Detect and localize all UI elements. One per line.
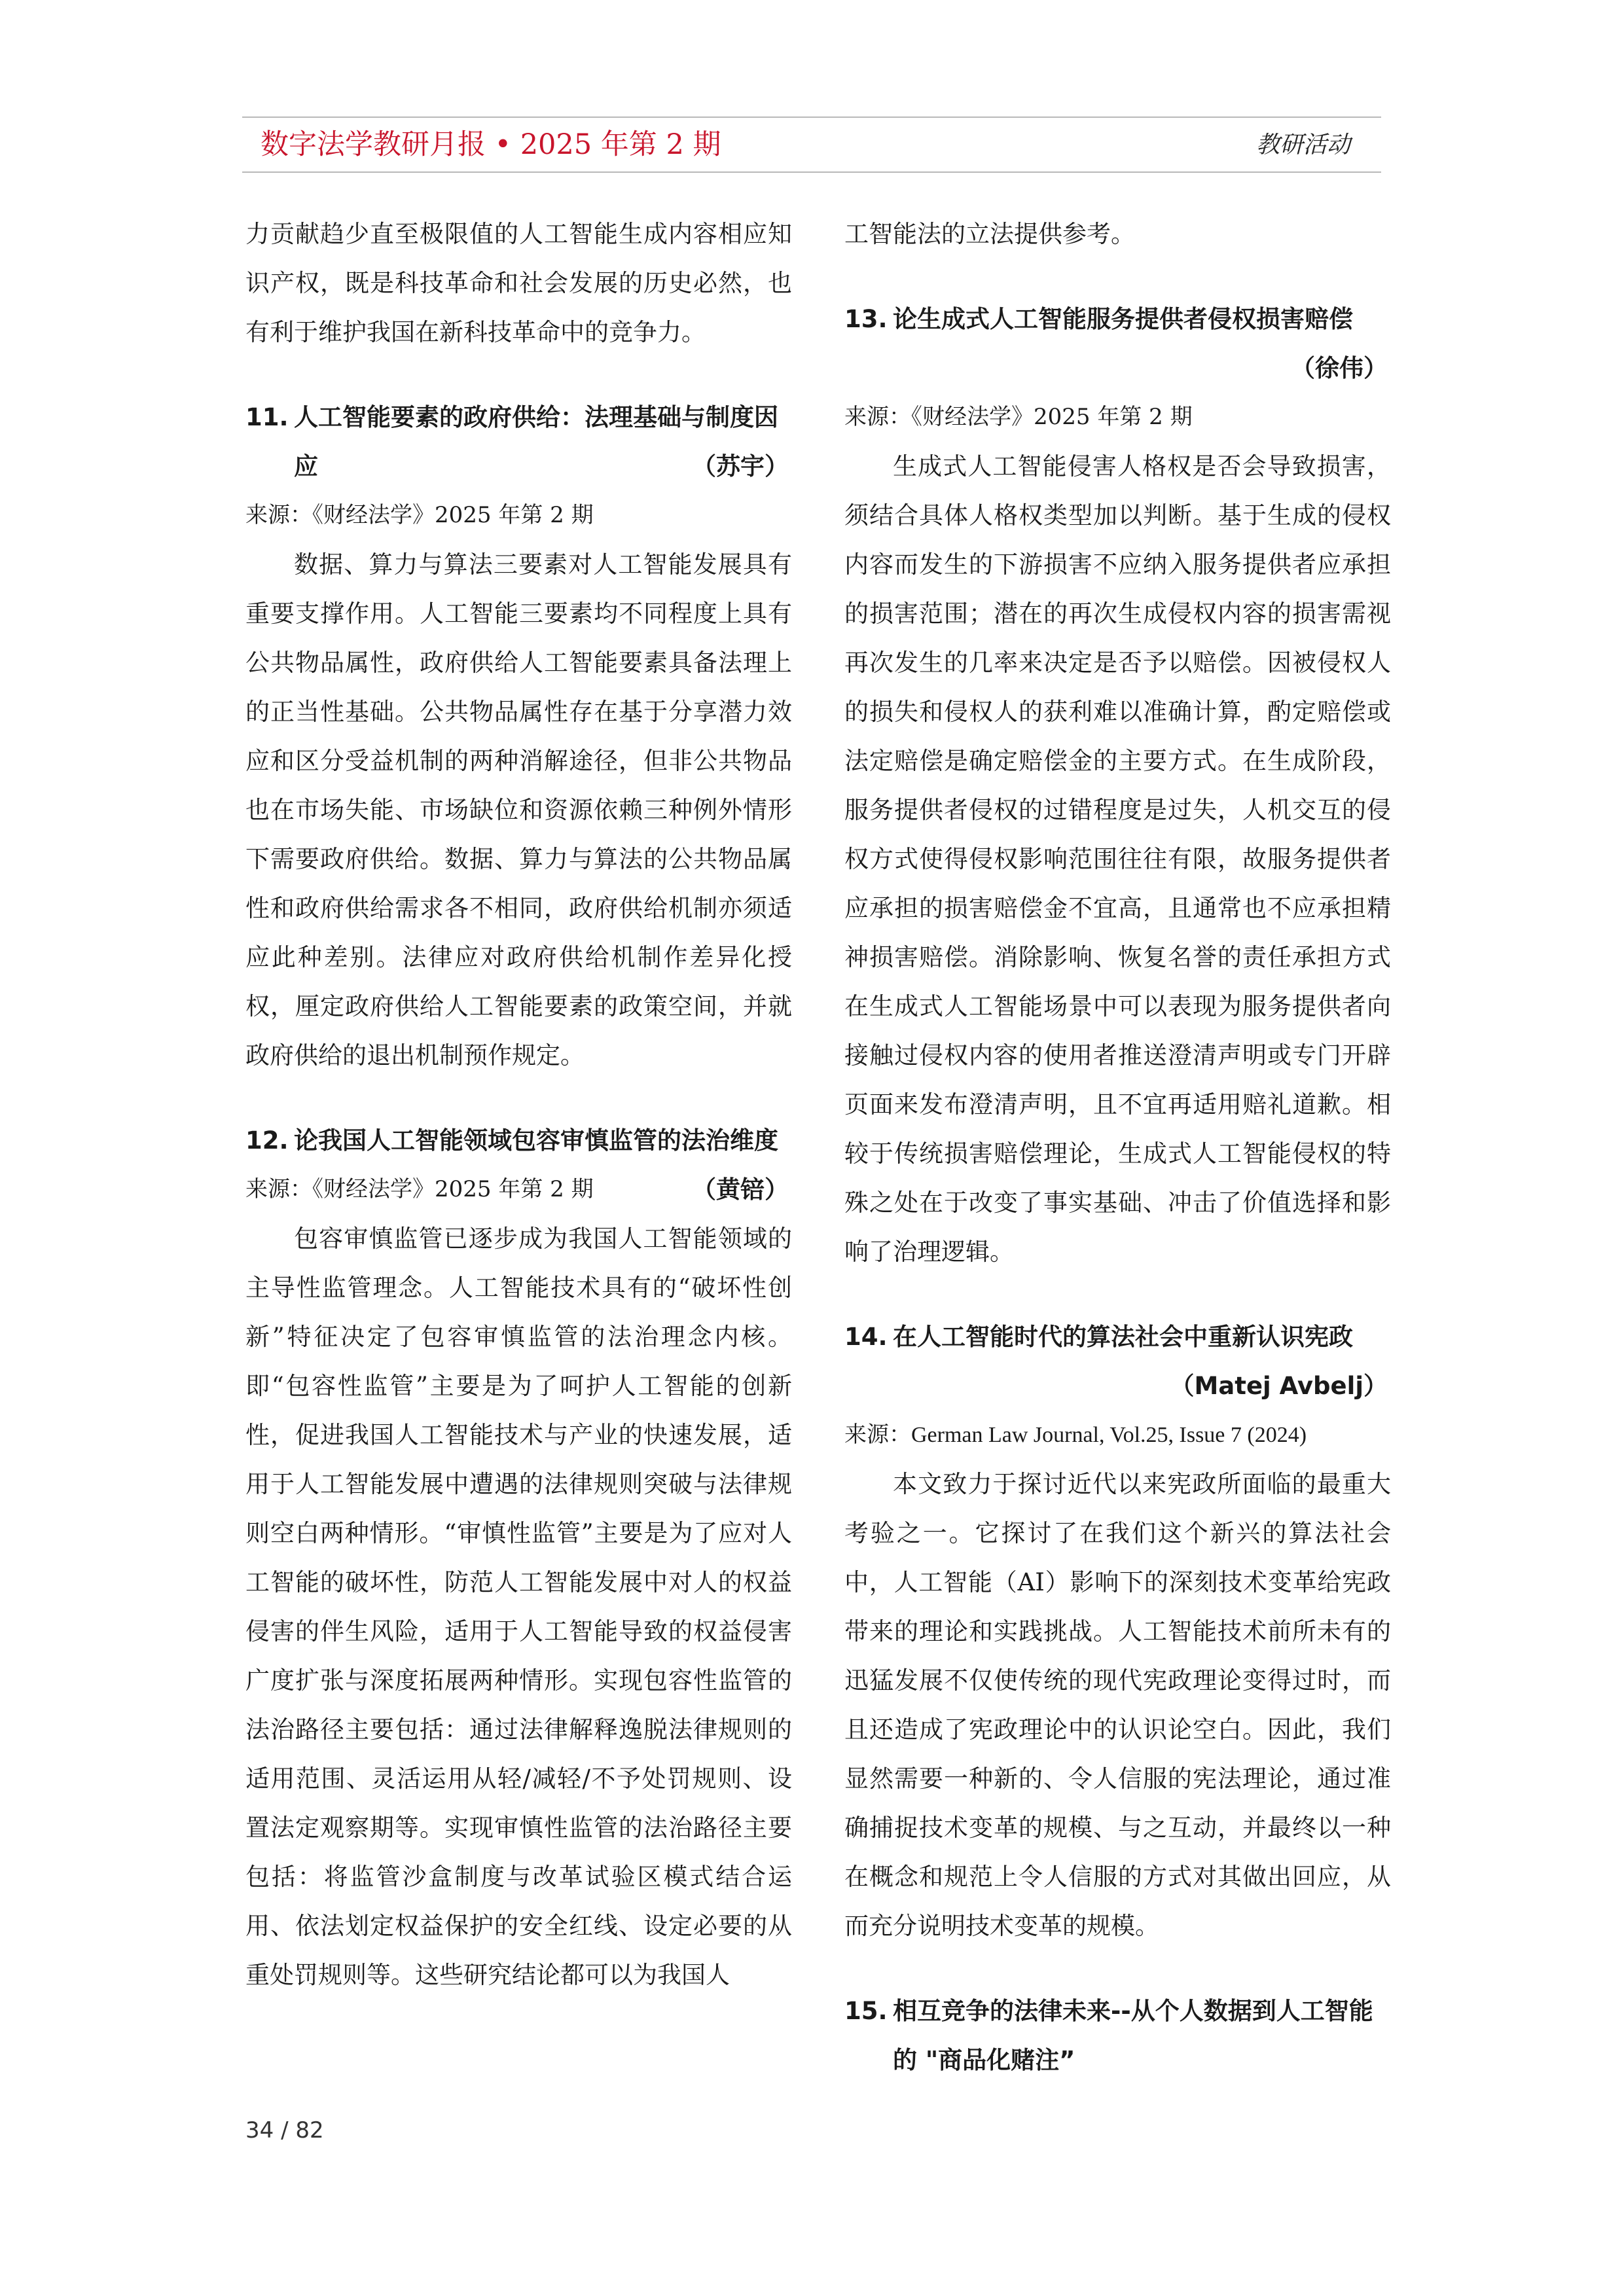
article-14-abstract: 本文致力于探讨近代以来宪政所面临的最重大考验之一。它探讨了在我们这个新兴的算法社会中，人工智能（AI）影响下的深刻技术变革给宪政带来的理论和实践挑战。人工智能技术前所未有的迅猛发展不仅使传统的现代宪政理论变得过时，而且还造成了宪政理论中的认识论空白。因此，我们显然需要一种新的、令人信服的宪法理论，通过准确捕捉技术变革的规模、与之互动，并最终以一种在概念和规范上令人信服的方式对其做出回应，从而充分说明技术变革的规模。 [844, 1470, 1391, 1940]
article-15-number: 15. [844, 1997, 888, 2025]
article-12-author: （黄锫） [692, 1175, 789, 1204]
article-14-source-line [844, 1410, 1391, 1460]
section-name: 教研活动 [1255, 132, 1350, 158]
article-14-source: German Law Journal, Vol.25, Issue 7 (2024) [911, 1423, 1307, 1447]
article-15-title: 相互竞争的法律未来--从个人数据到人工智能的 "商品化赌注” [893, 1997, 1373, 2074]
article-13-author: （徐伟） [1291, 354, 1388, 382]
article-11-title: 人工智能要素的政府供给：法理基础与制度因应 [294, 403, 778, 480]
article-11-title-block [245, 393, 792, 491]
article-11-abstract: 数据、算力与算法三要素对人工智能发展具有重要支撑作用。人工智能三要素均不同程度上具有公共物品属性，政府供给人工智能要素具备法理上的正当性基础。公共物品属性存在基于分享潜力效应和区分受益机制的两种消解途径，但非公共物品也在市场失能、市场缺位和资源依赖三种例外情形下需要政府供给。数据、算力与算法的公共物品属性和政府供给需求各不相同，政府供给机制亦须适应此种差别。法律应对政府供给机制作差异化授权，厘定政府供给人工智能要素的政策空间，并就政府供给的退出机制预作规定。 [245, 550, 792, 1069]
header-bottom-rule [242, 171, 1381, 173]
right-column [844, 209, 1391, 2085]
article-14-source-label: 来源： [844, 1422, 911, 1448]
header-top-rule [242, 117, 1381, 118]
article-13-number: 13. [844, 305, 888, 333]
article-14-title: 在人工智能时代的算法社会中重新认识宪政 [893, 1323, 1353, 1351]
article-11-source: 《财经法学》2025 年第 2 期 [312, 502, 594, 528]
article-13-source: 《财经法学》2025 年第 2 期 [911, 404, 1193, 430]
article-12-source-label: 来源： [245, 1176, 312, 1202]
article-14-author: （Matej Avbelj） [1170, 1372, 1388, 1400]
intro-paragraph: 力贡献趋少直至极限值的人工智能生成内容相应知识产权，既是科技革命和社会发展的历史必然，也有利于维护我国在新科技革命中的竞争力。 [245, 220, 792, 346]
article-12-number: 12. [245, 1126, 289, 1155]
article-11-source-line [245, 491, 792, 540]
article-13-abstract: 生成式人工智能侵害人格权是否会导致损害，须结合具体人格权类型加以判断。基于生成的侵权内容而发生的下游损害不应纳入服务提供者应承担的损害范围；潜在的再次生成侵权内容的损害需视再次发生的几率来决定是否予以赔偿。因被侵权人的损失和侵权人的获利难以准确计算，酌定赔偿或法定赔偿是确定赔偿金的主要方式。在生成阶段，服务提供者侵权的过错程度是过失，人机交互的侵权方式使得侵权影响范围往往有限，故服务提供者应承担的损害赔偿金不宜高，且通常也不应承担精神损害赔偿。消除影响、恢复名誉的责任承担方式在生成式人工智能场景中可以表现为服务提供者向接触过侵权内容的使用者推送澄清声明或专门开辟页面来发布澄清声明，且不宜再适用赔礼道歉。相较于传统损害赔偿理论，生成式人工智能侵权的特殊之处在于改变了事实基础、冲击了价值选择和影响了治理逻辑。 [844, 452, 1391, 1266]
article-14-number: 14. [844, 1323, 888, 1351]
article-11-author: （苏宇） [692, 452, 789, 480]
article-12-abstract: 包容审慎监管已逐步成为我国人工智能领域的主导性监管理念。人工智能技术具有的“破坏性创新”特征决定了包容审慎监管的法治理念内核。即“包容性监管”主要是为了呵护人工智能的创新性，促进我国人工智能技术与产业的快速发展，适用于人工智能发展中遭遇的法律规则突破与法律规则空白两种情形。“审慎性监管”主要是为了应对人工智能的破坏性，防范人工智能发展中对人的权益侵害的伴生风险，适用于人工智能导致的权益侵害广度扩张与深度拓展两种情形。实现包容性监管的法治路径主要包括：通过法律解释逸脱法律规则的适用范围、灵活运用从轻/减轻/不予处罚规则、设置法定观察期等。实现审慎性监管的法治路径主要包括：将监管沙盒制度与改革试验区模式结合运用、依法划定权益保护的安全红线、设定必要的从重处罚规则等。这些研究结论都可以为我国人 [245, 1225, 792, 1989]
article-11-source-label: 来源： [245, 502, 312, 528]
article-12-source: 《财经法学》2025 年第 2 期 [312, 1176, 594, 1202]
continuation-paragraph: 工智能法的立法提供参考。 [844, 220, 1135, 248]
article-15-title-block [844, 1986, 1391, 2085]
article-13-source-label: 来源： [844, 404, 911, 430]
article-14-title-block [844, 1312, 1391, 1361]
article-13-source-line [844, 393, 1391, 442]
article-13-title: 论生成式人工智能服务提供者侵权损害赔偿 [893, 305, 1353, 333]
page-number: 34 / 82 [245, 2117, 324, 2144]
left-column [245, 209, 792, 2000]
article-12-title: 论我国人工智能领域包容审慎监管的法治维度 [294, 1126, 778, 1155]
journal-title: 数字法学教研月报 • 2025 年第 2 期 [261, 128, 721, 161]
article-11-number: 11. [245, 403, 289, 431]
article-13-title-block [844, 295, 1391, 344]
